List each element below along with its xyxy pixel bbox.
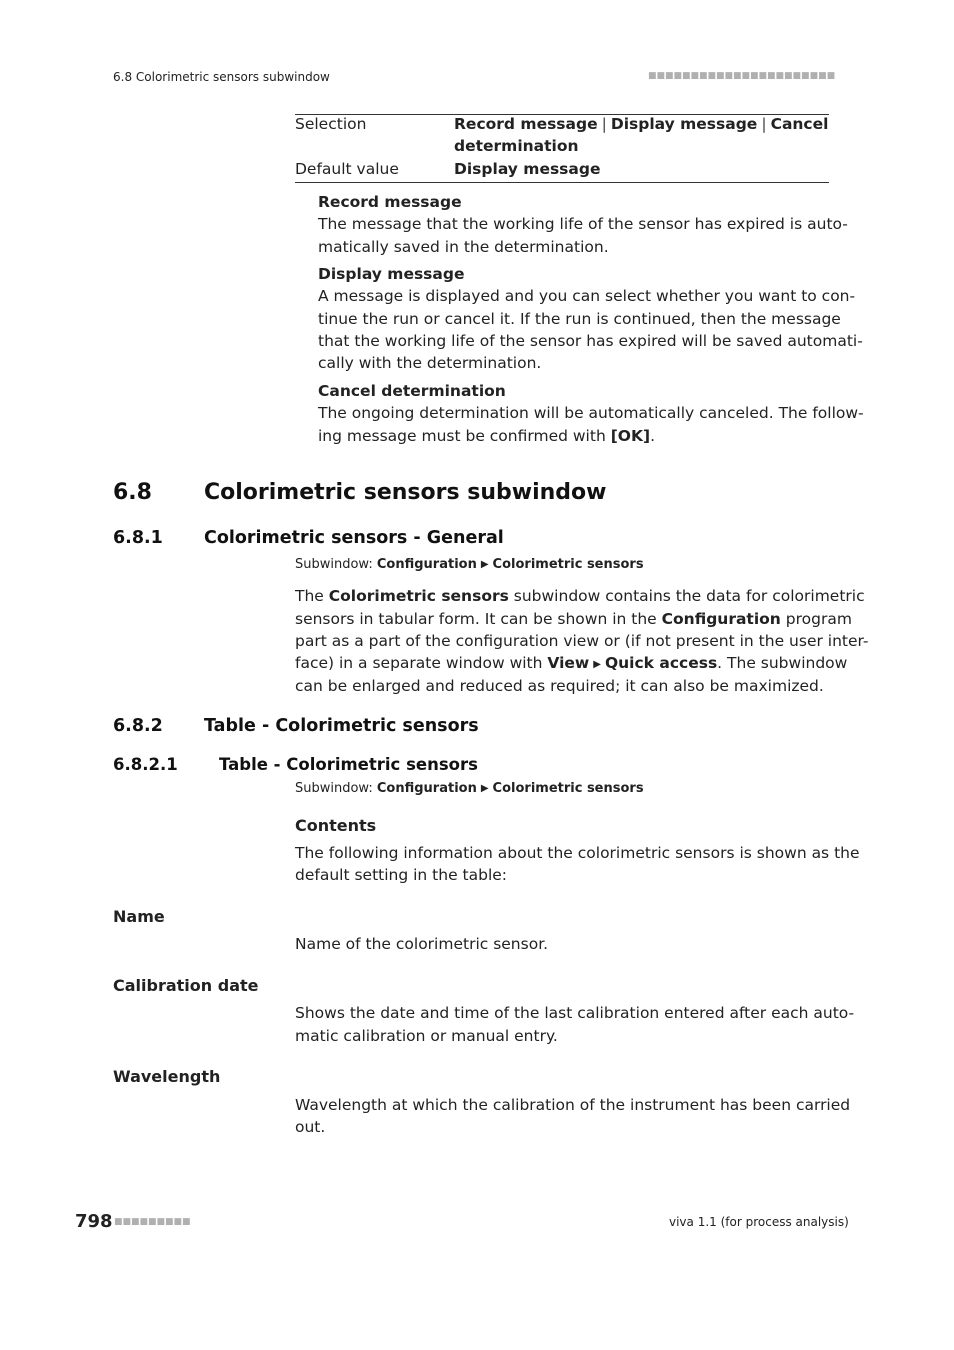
breadcrumb <box>295 781 644 796</box>
subsection-title: Colorimetric sensors - General <box>204 528 504 548</box>
body-paragraph-line <box>295 608 852 631</box>
field-calibration-date-desc: Shows the date and time of the last calibration entered after each auto- <box>295 1004 855 1022</box>
running-header-section: 6.8 Colorimetric sensors subwindow <box>113 70 330 84</box>
text-run: subwindow contains the data for colorimetric <box>508 587 865 605</box>
selection-option-cancel-cont: determination <box>454 137 579 155</box>
text-run: sensors in tabular form. It can be shown in the <box>295 610 662 628</box>
option-record-desc: matically saved in the determination. <box>318 238 609 256</box>
text-run: The <box>295 587 329 605</box>
selection-option-cancel: Cancel <box>770 115 829 133</box>
page-number: 798 <box>75 1211 113 1232</box>
subsection-number: 6.8.2 <box>113 716 163 736</box>
arrow-right-icon: ▶ <box>480 559 489 570</box>
option-display-desc: tinue the run or cancel it. If the run is continued, then the message <box>318 310 841 328</box>
selection-label: Selection <box>295 115 367 133</box>
text-run: . The subwindow <box>717 654 848 672</box>
body-paragraph-line: can be enlarged and reduced as required; it can also be maximized. <box>295 677 824 695</box>
field-wavelength-title: Wavelength <box>113 1067 221 1086</box>
breadcrumb-configuration: Configuration <box>376 781 477 796</box>
text-run-bold: View <box>547 654 590 672</box>
field-calibration-date-desc: matic calibration or manual entry. <box>295 1027 558 1045</box>
separator: | <box>761 115 767 133</box>
breadcrumb <box>295 557 644 572</box>
breadcrumb-configuration: Configuration <box>376 557 477 572</box>
selection-option-display: Display message <box>610 115 758 133</box>
option-record-title: Record message <box>318 193 462 211</box>
option-cancel-desc: The ongoing determination will be automatically canceled. The follow- <box>318 404 864 422</box>
field-wavelength-desc: out. <box>295 1118 326 1136</box>
footer-dots-decoration: ■■■■■■■■■ <box>114 1217 191 1227</box>
section-title: Colorimetric sensors subwindow <box>204 480 607 505</box>
subsection-title: Table - Colorimetric sensors <box>204 716 479 736</box>
breadcrumb-prefix: Subwindow: <box>295 781 377 796</box>
section-number: 6.8 <box>113 480 152 505</box>
contents-heading: Contents <box>295 816 377 835</box>
arrow-right-icon: ▶ <box>480 783 489 794</box>
option-cancel-desc <box>318 425 655 448</box>
text-run-bold: Quick access <box>604 654 718 672</box>
text-run: program <box>780 610 852 628</box>
text-run: face) in a separate window with <box>295 654 548 672</box>
breadcrumb-prefix: Subwindow: <box>295 557 377 572</box>
breadcrumb-colorimetric-sensors: Colorimetric sensors <box>492 781 644 796</box>
subsubsection-number: 6.8.2.1 <box>113 755 178 774</box>
footer-product-name: viva 1.1 (for process analysis) <box>669 1215 849 1229</box>
text-run: . <box>650 427 655 445</box>
option-cancel-title: Cancel determination <box>318 382 506 400</box>
body-paragraph-line <box>295 652 847 678</box>
ok-key-ref: [OK] <box>610 427 651 445</box>
default-value-label: Default value <box>295 160 399 178</box>
table-bottom-rule <box>295 182 829 183</box>
field-wavelength-desc: Wavelength at which the calibration of the instrument has been carried <box>295 1096 851 1114</box>
field-calibration-date-title: Calibration date <box>113 976 259 995</box>
body-paragraph-line <box>295 585 865 608</box>
default-value: Display message <box>454 160 601 178</box>
separator: | <box>601 115 607 133</box>
arrow-right-icon: ▶ <box>593 659 601 670</box>
field-name-desc: Name of the colorimetric sensor. <box>295 935 549 953</box>
option-display-desc: that the working life of the sensor has expired will be saved automati- <box>318 332 863 350</box>
contents-text: The following information about the colorimetric sensors is shown as the <box>295 844 860 862</box>
subsection-number: 6.8.1 <box>113 528 163 548</box>
text-run-bold: Colorimetric sensors <box>328 587 509 605</box>
option-record-desc: The message that the working life of the sensor has expired is auto- <box>318 215 848 233</box>
option-display-desc: A message is displayed and you can select whether you want to con- <box>318 287 856 305</box>
body-paragraph-line: part as a part of the configuration view or (if not present in the user inter- <box>295 632 869 650</box>
selection-values <box>454 113 828 136</box>
selection-option-record: Record message <box>454 115 598 133</box>
subsubsection-title: Table - Colorimetric sensors <box>219 755 478 774</box>
contents-text: default setting in the table: <box>295 866 508 884</box>
text-run: ing message must be confirmed with <box>318 427 611 445</box>
breadcrumb-colorimetric-sensors: Colorimetric sensors <box>492 557 644 572</box>
field-name-title: Name <box>113 907 165 926</box>
header-dots-decoration: ■■■■■■■■■■■■■■■■■■■■■■ <box>648 71 836 81</box>
option-display-desc: cally with the determination. <box>318 354 542 372</box>
text-run-bold: Configuration <box>661 610 781 628</box>
option-display-title: Display message <box>318 265 465 283</box>
